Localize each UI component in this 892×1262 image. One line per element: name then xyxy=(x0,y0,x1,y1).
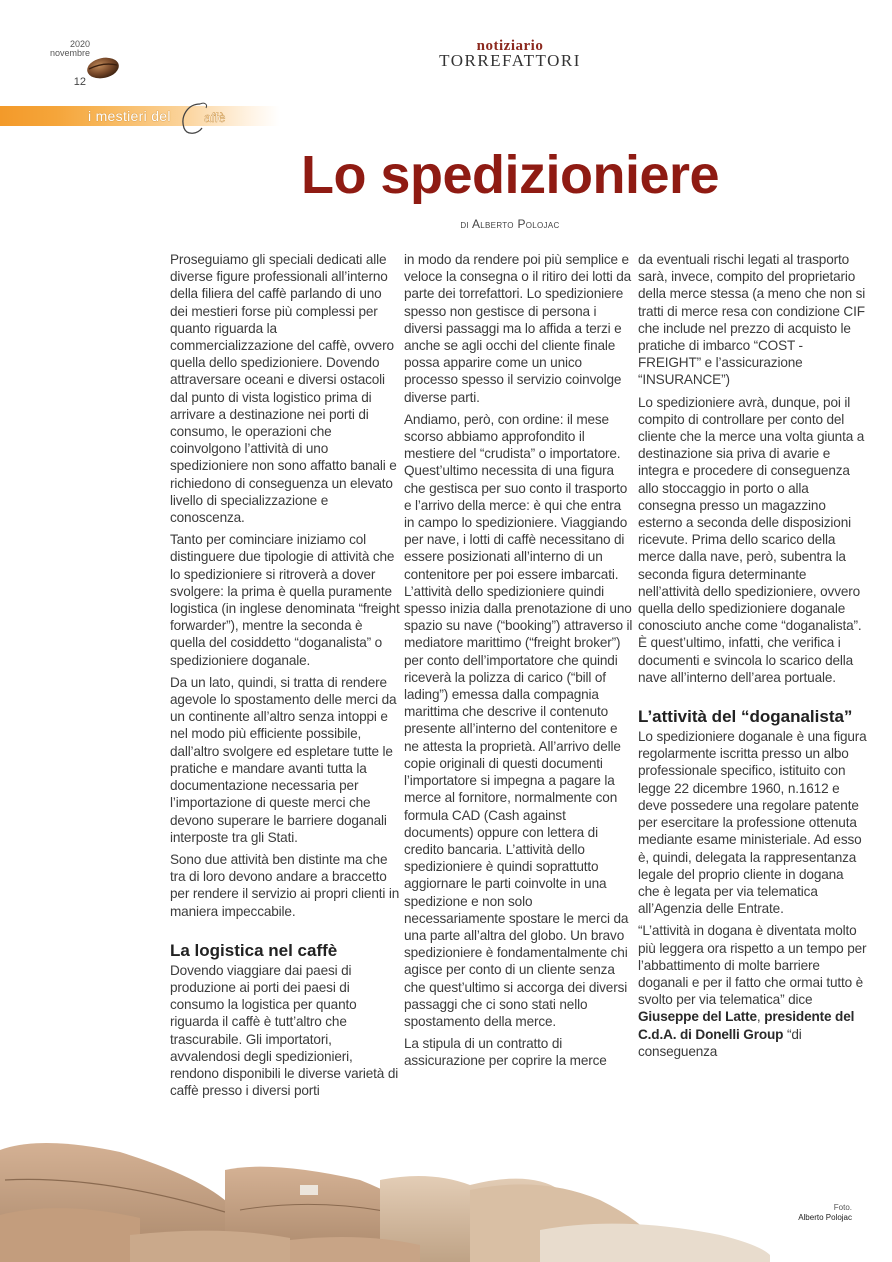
body-paragraph: in modo da rendere poi più semplice e veloce la consegna o il ritiro dei lotti da parte dei torrefattori. Lo spedizioniere spesso non gestisce di persona i diversi passaggi ma lo affida a terzi e anche se agli occhi del cliente finale possa apparire come un unico processo spesso il servizio coinvolge diverse parti. xyxy=(404,252,632,405)
article-column-3 xyxy=(638,251,868,1065)
page-number: 12 xyxy=(73,76,86,88)
byline: di Alberto Polojac xyxy=(460,217,560,231)
body-paragraph: Dovendo viaggiare dai paesi di produzione ai porti dei paesi di consumo la logistica per quanto riguarda il caffè è tutt’altro che trascurabile. Gli importatori, avvalendosi degli spedizionieri, rendono disponibili le diverse varietà di caffè presso i diversi porti xyxy=(170,962,399,1099)
photo-credit-label: Foto. xyxy=(833,1203,852,1212)
caffe-script-logo xyxy=(178,98,248,138)
section-label-text: i mestieri del xyxy=(88,108,171,124)
body-paragraph: Proseguiamo gli speciali dedicati alle diverse figure professionali all’interno della filiera del caffè parlando di uno dei mestieri forse più complessi per quanto riguarda la commercializzazione del caffè, ovvero quella dello spedizioniere. Dovendo attraversare oceani e diversi ostacoli dal punto di vista logistico prima di arrivare a destinazione nei porti di consumo, le operazioni che coinvolgono l’attività di uno spedizioniere non sono affatto banali e richiedono di conseguenza un elevato livello di specializzazione e conoscenza. xyxy=(170,252,397,526)
photo-credit-name: Alberto Polojac xyxy=(798,1213,852,1222)
section-label xyxy=(88,108,171,124)
body-paragraph: Andiamo, però, con ordine: il mese scorso abbiamo approfondito il mestiere del “crudista” o importatore. Quest’ultimo necessita di una figura che gestisca per suo conto il trasporto e l’arrivo della merce: è qui che entra in campo lo spedizioniere. Viaggiando per nave, i lotti di caffè necessitano di essere posizionati all’interno di un contenitore per poi essere imbarcati. L’attività dello spedizioniere quindi spesso inizia dalla prenotazione di uno spazio su nave (“booking”) attraverso il mediatore marittimo (“freight broker”) per conto dell’importatore che quindi riceverà la polizza di carico (“bill of lading”) emessa dalla compagnia marittima che descrive il contenuto presente all’interno del contenitore e ne attesta la proprietà. All’arrivo delle copie originali di questi documenti l’importatore si impegna a pagare la merce al fornitore, normalmente con formula CAD (Cash against documents) oppure con lettera di credito bancaria. L’attività dello spedizioniere è quindi soprattutto aggiornare le parti coinvolte in una spedizione e non solo necessariamente spostare le merci da una parte all’altra del globo. Un bravo spedizioniere è fondamentalmente chi agisce per conto di un cliente senza che quest’ultimo si accorga dei diversi passaggi che ci sono stati nello spostamento della merce. xyxy=(404,411,633,1029)
quote-text: , xyxy=(756,1009,765,1025)
body-paragraph: da eventuali rischi legati al trasporto sarà, invece, compito del proprietario della merce stessa (a meno che non si tratti di merce resa con condizione CIF che include nel prezzo di acquisto le pratiche di imbarco “COST - FREIGHT” e l’assicurazione “INSURANCE”) xyxy=(638,252,866,388)
photo-credit xyxy=(798,1203,852,1223)
body-paragraph: La stipula di un contratto di assicurazione per coprire la merce xyxy=(404,1036,607,1069)
quote-text: “L’attività in dogana è diventata molto più leggera ora rispetto a un tempo per l’abbattimento di molte barriere doganali e per il fatto che ormai tutto è svolto per via telematica” dice xyxy=(638,923,867,1008)
logo-caffe-text: affè xyxy=(204,110,226,125)
section-heading: La logistica nel caffè xyxy=(170,940,338,960)
quote-paragraph xyxy=(638,922,868,1060)
body-paragraph: Tanto per cominciare iniziamo col distinguere due tipologie di attività che lo spedizioniere si ritroverà a dover svolgere: la prima è quella puramente logistica (in inglese denominata “freight forwarder”), mentre la seconda è quella del cosiddetto “doganalista” o spedizioniere doganale. xyxy=(170,532,400,668)
article-title: Lo spedizioniere xyxy=(300,145,720,205)
article-column-1 xyxy=(170,251,400,1104)
quote-text: “di conseguenza xyxy=(638,1026,802,1059)
masthead-line2: TORREFATTORI xyxy=(439,51,581,70)
masthead xyxy=(400,40,620,69)
folio-year: 2020 xyxy=(69,39,90,49)
article-column-2 xyxy=(404,251,634,1075)
folio xyxy=(30,40,90,87)
body-paragraph: Lo spedizioniere doganale è una figura regolarmente iscritta presso un albo professionale specifico, istituito con legge 22 dicembre 1960, n.1612 e deve possedere una regolare patente per esercitare la professione ottenuta mediante esame ministeriale. Ad esso è, quindi, delegata la rappresentanza legale del proprio cliente in dogana che è legata per via telematica all’Agenzia delle Entrate. xyxy=(638,729,867,917)
quote-speaker: Giuseppe del Latte xyxy=(638,1009,757,1025)
quote-speaker: presidente del C.d.A. di Donelli Group xyxy=(638,1009,855,1042)
body-paragraph: Sono due attività ben distinte ma che tra di loro devono andare a braccetto per rendere il servizio ai propri clienti in maniera impeccabile. xyxy=(170,851,400,919)
body-paragraph: Lo spedizioniere avrà, dunque, poi il compito di controllare per conto del cliente che la merce una volta giunta a destinazione sia priva di avarie e integra e procedere di conseguenza allo stoccaggio in porto o alla consegna presso un magazzino esterno a seconda delle disposizioni ricevute. Prima dello scarico della merce dalla nave, però, subentra la seconda figura determinante nell’attività dello spedizioniere, ovvero quella dello spedizioniere doganale conosciuto anche come “doganalista”. È quest’ultimo, infatti, che verifica i documenti e svincola lo scarico della nave all’interno dell’area portuale. xyxy=(638,394,865,685)
coffee-bean-icon xyxy=(85,56,121,80)
section-heading: L’attività del “doganalista” xyxy=(638,707,853,727)
folio-month: novembre xyxy=(49,48,90,58)
masthead-line1: notiziario xyxy=(476,38,544,54)
coffee-sacks-photo xyxy=(0,1140,780,1262)
body-paragraph: Da un lato, quindi, si tratta di rendere agevole lo spostamento delle merci da un continente all’altro senza intoppi e nel modo più efficiente possibile, dall’altro svolgere ed espletare tutte le pratiche e mandare avanti tutta la documentazione necessaria per l’importazione di queste merci che devono superare le barriere doganali interposte tra gli Stati. xyxy=(170,674,397,845)
